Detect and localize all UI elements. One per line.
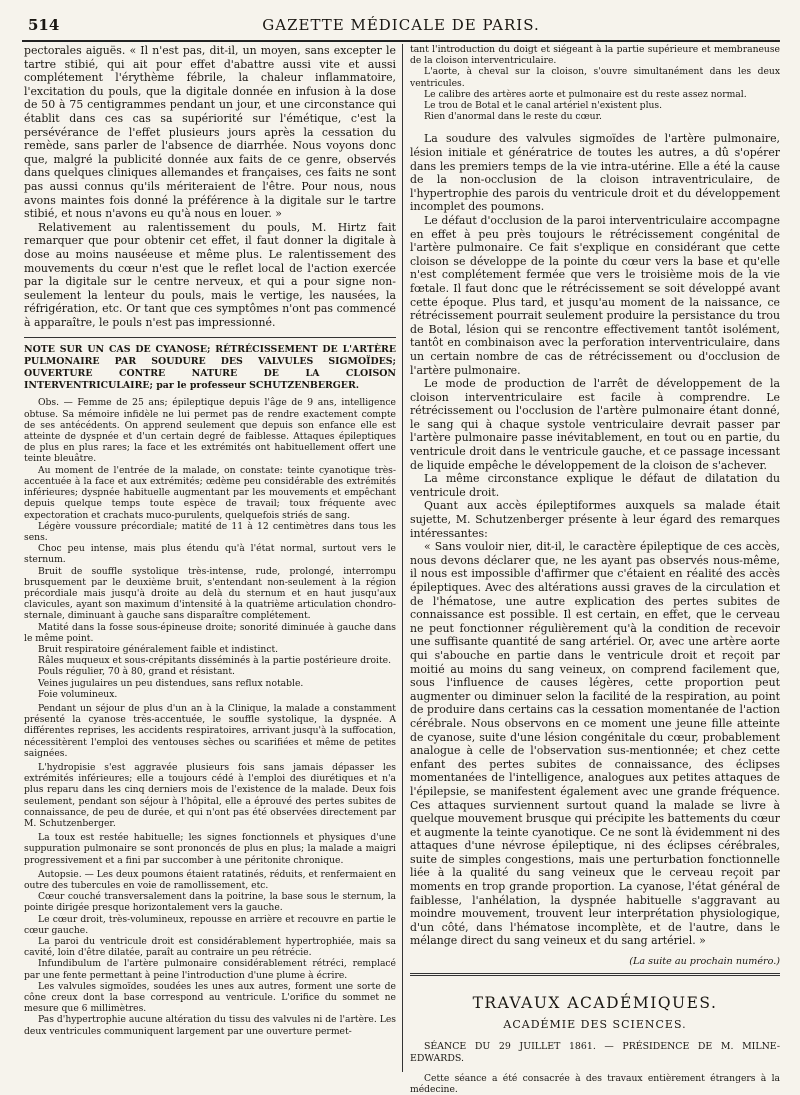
paragraph-soudure: La soudure des valvules sigmoïdes de l'artère pulmonaire, lésion initiale et génératrice de toutes les autres, a dû s'opérer dans les premiers temps de la vie intra-utérine. Elle a été la cause de la non-occlusion de la cloison intraventriculaire, de l'hypertrophie des parois du ventricule droit et du développement incomplet des poumons. — [410, 132, 780, 214]
paragraph-observation: Obs. — Femme de 25 ans; épileptique depuis l'âge de 9 ans, intelligence obtuse. Sa mémoire infidèle ne lui permet pas de rendre exactement compte de ses antécédents. On apprend seulement que depuis son enfance elle est atteinte de dyspnée et d'un certain degré de faiblesse. Attaques épileptiques de plus en plus rares; la face et les extrémités ont habituellement offert une teinte bleuâtre. — [24, 397, 396, 465]
paragraph-hydropisie: L'hydropisie s'est aggravée plusieurs fois sans jamais dépasser les extrémités inférieures; elle a toujours cédé à l'emploi des diurétiques et n'a plus reparu dans les cinq derniers mois de l'existence de la malade. Deux fois seulement, pendant son séjour à l'hôpital, elle a éprouvé des pertes subites de connaissance, de peu de durée, et qui n'ont pas été observées directement par M. Schutzenberger. — [24, 761, 396, 829]
paragraph-continuation: tant l'introduction du doigt et siégeant à la partie supérieure et membraneuse de la cloison interventriculaire. — [410, 44, 780, 67]
page-header — [22, 12, 780, 42]
paragraph-rien-anormal: Rien d'anormal dans le reste du cœur. — [424, 111, 602, 123]
continued-note: (La suite au prochain numéro.) — [629, 956, 780, 968]
paragraph-autopsie: Autopsie. — Les deux poumons étaient ratatinés, réduits, et renfermaient en outre des tubercules en voie de ramollissement, etc. — [24, 868, 396, 891]
paragraph-coeur-couche: Cœur couché transversalement dans la poitrine, la base sous le sternum, la pointe dirigée presque horizontalement vers la gauche. — [24, 891, 396, 914]
left-column — [24, 44, 396, 1072]
paragraph-toux: La toux est restée habituelle; les signes fonctionnels et physiques d'une suppuration pulmonaire se sont prononcés de plus en plus; la malade a maigri progressivement et a fini par succomber à une péritonite chronique. — [24, 832, 396, 866]
paragraph-meme-circonstance: La même circonstance explique le défaut de dilatation du ventricule droit. — [410, 472, 780, 499]
paragraph-acces: Quant aux accès épileptiformes auxquels sa malade était sujette, M. Schutzenberger présente à leur égard des remarques intéressantes: — [410, 499, 780, 540]
paragraph-mode-production: Le mode de production de l'arrêt de développement de la cloison interventriculaire est facile à comprendre. Le rétrécissement ou l'occlusion de l'artère pulmonaire étant donné, le sang qui à chaque systole ventriculaire devrait passer par l'artère pulmonaire passe inévitablement, en tout ou en partie, du ventricule droit dans le ventricule gauche, et ce passage incessant de liquide empêche le développement de la cloison de s'achever. — [410, 377, 780, 472]
article-title-cyanose: NOTE SUR UN CAS DE CYANOSE; RÉTRÉCISSEMENT DE L'ARTÈRE PULMONAIRE PAR SOUDURE DES VALVULES SIGMOÏDES; OUVERTURE CONTRE NATURE DE LA CLOISON INTERVENTRICULAIRE; par le professeur SCHUTZENBERGER. — [24, 337, 396, 392]
paragraph-calibre: Le calibre des artères aorte et pulmonaire est du reste assez normal. — [424, 88, 747, 100]
paragraph-voussure: Légère voussure précordiale; matité de 11 à 12 centimètres dans tous les sens. — [24, 520, 396, 543]
right-column — [410, 44, 780, 1095]
paragraph-consacree: Cette séance a été consacrée à des travaux entièrement étrangers à la médecine. — [410, 1073, 780, 1095]
paragraph-digitale-quote: pectorales aiguës. « Il n'est pas, dit-il, un moyen, sans excepter le tartre stibié, qui ait pour effet d'abattre aussi vite et aussi complétement l'érythème fébrile, la chaleur inflammatoire, l'excitation du pouls, que la digitale donnée en infusion à la dose de 50 à 75 centigrammes pendant un jour, et une circonstance qui établit dans ces cas sa supériorité sur l'émétique, c'est la persévérance de l'effet plusieurs jours après la cessation du remède, sans parler de l'absence de diarrhée. Nous voyons donc que, malgré la publicité donnée aux faits de ce genre, observés dans quelques cliniques allemandes et françaises, ces faits ne sont pas aussi connus qu'ils mériteraient de l'être. Pour nous, nous avons maintes fois donné la préférence à la digitale sur le tartre stibié, et nous n'avons eu qu'à nous en louer. » — [24, 44, 396, 221]
paragraph-rales: Râles muqueux et sous-crépitants disséminés à la partie postérieure droite. — [38, 655, 392, 667]
paragraph-choc: Choc peu intense, mais plus étendu qu'à l'état normal, surtout vers le sternum. — [24, 543, 396, 566]
column-divider — [402, 44, 403, 1072]
paragraph-pouls: Pouls régulier, 70 à 80, grand et résistant. — [38, 666, 235, 678]
paragraph-trou-botal: Le trou de Botal et le canal artériel n'existent plus. — [424, 100, 663, 112]
section-title: TRAVAUX ACADÉMIQUES. — [472, 994, 718, 1013]
paragraph-ralentissement-pouls: Relativement au ralentissement du pouls, M. Hirtz fait remarquer que pour obtenir cet effet, il faut donner la digitale à dose au moins nauséeuse et même plus. Le ralentissement des mouvements du cœur n'est que le reflet local de l'action exercée par la digitale sur le centre nerveux, et qui a pour signe non-seulement la lenteur du pouls, mais le vertige, les nausées, la réfrigération, etc. Or tant que ces symptômes n'ont pas commencé à apparaître, le pouls n'est pas impressionné. — [24, 220, 396, 329]
paragraph-entree: Au moment de l'entrée de la malade, on constate: teinte cyanotique très-accentuée à la face et aux extrémités; œdème peu considérable des extrémités inférieures; dyspnée habituelle augmentant par les mouvements et empêchant depuis quelque temps toute espèce de travail; toux fréquente avec expectoration et crachats muco-purulents, quelquefois striés de sang. — [24, 464, 396, 521]
section-divider — [410, 973, 780, 976]
paragraph-veines: Veines jugulaires un peu distendues, sans reflux notable. — [38, 677, 304, 689]
paragraph-valvules: Les valvules sigmoïdes, soudées les unes aux autres, forment une sorte de cône creux dont la base correspond au ventricule. L'orifice du sommet ne mesure que 6 millimètres. — [24, 980, 396, 1015]
paragraph-infundibulum: Infundibulum de l'artère pulmonaire considérablement rétréci, remplacé par une fente permettant à peine l'introduction d'une plume à écrire. — [24, 958, 396, 981]
paragraph-coeur-droit: Le cœur droit, très-volumineux, repousse en arrière et recouvre en partie le cœur gauche. — [24, 913, 396, 936]
page-number: 514 — [28, 16, 60, 34]
paragraph-bruit-respiratoire: Bruit respiratoire généralement faible et indistinct. — [38, 643, 279, 655]
paragraph-matite: Matité dans la fosse sous-épineuse droite; sonorité diminuée à gauche dans le même point. — [24, 621, 396, 644]
seance-heading: SÉANCE DU 29 JUILLET 1861. — PRÉSIDENCE DE M. MILNE-EDWARDS. — [410, 1041, 780, 1065]
paragraph-paroi: La paroi du ventricule droit est considérablement hypertrophiée, mais sa cavité, loin d'être dilatée, paraît au contraire un peu rétrécie. — [24, 936, 396, 959]
paragraph-sejour: Pendant un séjour de plus d'un an à la Clinique, la malade a constamment présenté la cyanose très-accentuée, le souffle systolique, la dyspnée. A différentes reprises, les accidents respiratoires, arrivant jusqu'à la suffocation, nécessitèrent l'emploi des ventouses sèches ou scarifiées et même de petites saignées. — [24, 702, 396, 759]
paragraph-bruit-souffle: Bruit de souffle systolique très-intense, rude, prolongé, interrompu brusquement par le deuxième bruit, s'entendant non-seulement à la région précordiale mais jusqu'à droite au delà du sternum et en haut jusqu'aux clavicules, ayant son maximum d'intensité à la quatrième articulation chondro-sternale, diminuant à gauche sans disparaître complétement. — [24, 565, 396, 622]
journal-title: GAZETTE MÉDICALE DE PARIS. — [262, 16, 540, 34]
paragraph-foie: Foie volumineux. — [38, 688, 118, 700]
section-subtitle: ACADÉMIE DES SCIENCES. — [503, 1018, 687, 1032]
paragraph-quote-schutzenberger: « Sans vouloir nier, dit-il, le caractère épileptique de ces accès, nous devons déclarer que, ne les ayant pas observés nous-même, il nous est impossible d'affirmer que c'étaient en réalité des accès épileptiques. Avec des altérations aussi graves de la circulation et de l'hématose, une autre explication des pertes subites de connaissance est possible. Il est certain, en effet, que le cerveau ne peut fonctionner régulièrement qu'à la condition de recevoir une suffisante quantité de sang artériel. Or, avec une artère aorte qui s'abouche en partie dans le ventricule droit et reçoit par moitié au moins du sang veineux, on comprend facilement que, sous l'influence de causes légères, cette proportion peut augmenter ou diminuer selon la facilité de la respiration, au point de produire dans certains cas la cessation momentanée de l'action cérébrale. Nous observons en ce moment une jeune fille atteinte de cyanose, suite d'une lésion congénitale du cœur, probablement analogue à celle de l'observation sus-mentionnée; et chez cette enfant des pertes subites de connaissance, des éclipses momentanées de l'intelligence, analogues aux petites attaques de l'épilepsie, se manifestent également avec une grande fréquence. Ces attaques surviennent surtout quand la malade se livre à quelque mouvement brusque qui précipite les battements du cœur et augmente la teinte cyanotique. Ce ne sont là évidemment ni des attaques d'une névrose épileptique, ni des éclipses cérébrales, suite de simples congestions, mais une perturbation fonctionnelle liée à la qualité du sang veineux que le cerveau reçoit par moments en trop grande proportion. La cyanose, l'état général de faiblesse, l'anhélation, la dyspnée habituelle s'aggravant au moindre mouvement, trouvent leur interprétation physiologique, d'un côté, dans l'hématose incomplète, et de l'autre, dans le mélange direct du sang veineux et du sang artériel. » — [410, 540, 780, 948]
paragraph-pas-alteration: Pas d'hypertrophie aucune altération du tissu des valvules ni de l'artère. Les deux ventricules communiquent largement par une ouverture permet- — [24, 1014, 396, 1037]
paragraph-defaut-occlusion: Le défaut d'occlusion de la paroi interventriculaire accompagne en effet à peu près toujours le rétrécissement congénital de l'artère pulmonaire. Ce fait s'explique en considérant que cette cloison se développe de la pointe du cœur vers la base et qu'elle n'est complétement fermée que vers le troisième mois de la vie fœtale. Il faut donc que le rétrécissement se soit développé avant cette époque. Plus tard, et jusqu'au moment de la naissance, ce rétrécissement pourrait seulement produire la persistance du trou de Botal, lésion qui se rencontre effectivement tantôt isolément, tantôt en combinaison avec la perforation interventriculaire, dans un certain nombre de cas de rétrécissement ou d'occlusion de l'artère pulmonaire. — [410, 213, 780, 377]
paragraph-aorte: L'aorte, à cheval sur la cloison, s'ouvre simultanément dans les deux ventricules. — [410, 66, 780, 89]
